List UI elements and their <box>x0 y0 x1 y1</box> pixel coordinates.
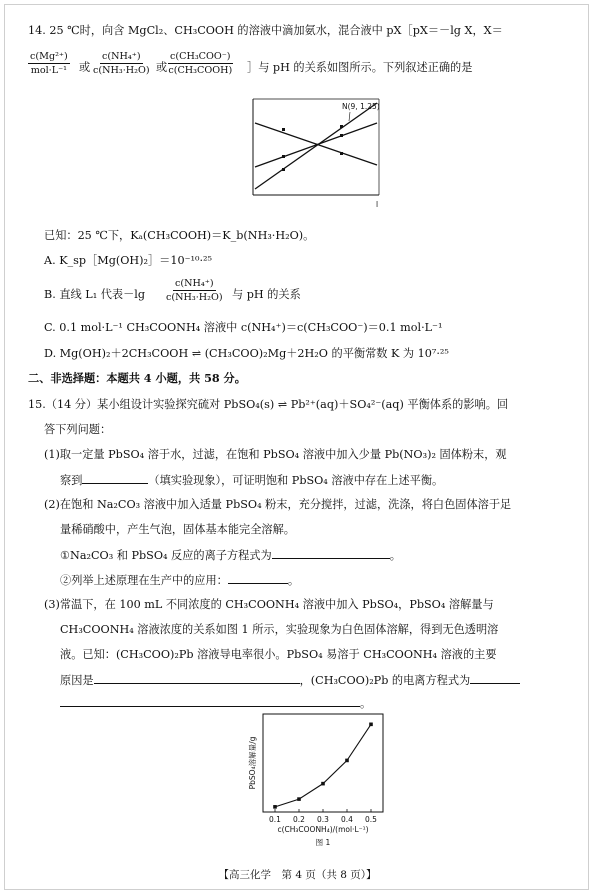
q14-option-c: C. 0.1 mol·L⁻¹ CH₃COONH₄ 溶液中 c(NH₄⁺)＝c(CH₃COO⁻)＝0.1 mol·L⁻¹ <box>44 321 443 334</box>
q14-marker <box>282 168 285 171</box>
chart-data-point <box>297 797 301 801</box>
q15-part2-sub2-blank[interactable] <box>228 574 288 584</box>
q14-option-b-pre: B. 直线 L₁ 代表－lg <box>44 288 146 301</box>
q15-part3-equation-blank[interactable] <box>60 697 360 707</box>
chart-x-tick-label: 0.2 <box>293 815 305 824</box>
q15-part1-pre: 察到 <box>60 474 83 487</box>
q15-part3-line4-pre: 原因是 <box>60 674 94 687</box>
q14-label-pointer <box>349 112 350 121</box>
q14-option-b-post: 与 pH 的关系 <box>232 288 301 301</box>
q14-option-d: D. Mg(OH)₂＋2CH₃COOH ⇌ (CH₃COO)₂Mg＋2H₂O 的平衡常数 K 为 10⁷·²⁵ <box>44 347 449 360</box>
q14-or2: 或 <box>156 61 168 74</box>
q14-or1: 或 <box>79 61 91 74</box>
chart-y-axis-label: PbSO₄溶解量/g <box>248 736 257 790</box>
q14-figure <box>245 97 390 209</box>
q15-part2-sub2-pre: ②列举上述原理在生产中的应用： <box>60 574 228 587</box>
chart-data-point <box>369 723 373 727</box>
q15-part3-line2: CH₃COONH₄ 溶液浓度的关系如图 1 所示，实验现象为白色固体溶解，得到无色透明溶 <box>60 623 499 636</box>
q14-line-steep <box>255 103 377 189</box>
chart-x-tick-label: 0.5 <box>365 815 377 824</box>
q14-fraction-nh4 <box>93 51 150 76</box>
q15-part3-equation-blank-start[interactable] <box>470 674 520 684</box>
q14-frac3-den: c(CH₃COOH) <box>168 65 233 77</box>
q15-part3-line5-post: 。 <box>360 697 372 710</box>
q15-part1-answer-blank[interactable] <box>82 474 148 484</box>
q15-part1-post: （填实验现象），可证明饱和 PbSO₄ 溶液中存在上述平衡。 <box>148 474 444 487</box>
q15-line1: 15.（14 分）某小组设计实验探究硫对 PbSO₄(s) ⇌ Pb²⁺(aq)＋SO₄²⁻(aq) 平衡体系的影响。回 <box>28 398 509 411</box>
q15-part2-sub1-post: 。 <box>389 549 401 562</box>
figure1-chart <box>225 708 400 858</box>
q14-marker <box>340 152 343 155</box>
q14-optb-den: c(NH₃·H₂O) <box>166 292 223 304</box>
page-footer: 【高三化学 第 4 页（共 8 页）】 <box>218 869 377 881</box>
q14-optb-num: c(NH₄⁺) <box>173 278 216 291</box>
q15-part3-line4 <box>60 674 520 686</box>
chart-series-line <box>275 724 371 807</box>
q14-frac2-num: c(NH₄⁺) <box>100 51 143 64</box>
q14-figure-corner: l <box>376 200 379 209</box>
q14-marker <box>282 155 285 158</box>
q15-part3-reason-blank[interactable] <box>94 674 300 684</box>
q14-line2-tail: ］与 pH 的关系如图所示。下列叙述正确的是 <box>247 61 473 74</box>
q15-line2: 答下列问题： <box>44 423 112 436</box>
chart-x-axis-label: c(CH₃COONH₄)/(mol·L⁻¹) <box>277 825 369 834</box>
q15-part2-sub1-blank[interactable] <box>272 549 390 559</box>
q14-frac3-num: c(CH₃COO⁻) <box>168 51 233 64</box>
chart-data-point <box>321 782 325 786</box>
q14-fraction-mg <box>28 51 70 76</box>
chart-x-tick-label: 0.3 <box>317 815 329 824</box>
q14-frac1-num: c(Mg²⁺) <box>28 51 70 64</box>
q14-marker <box>282 128 285 131</box>
q15-part2-sub1-pre: ①Na₂CO₃ 和 PbSO₄ 反应的离子方程式为 <box>60 549 272 562</box>
q15-part2-sub2 <box>60 574 299 586</box>
chart-data-point <box>345 759 349 763</box>
chart-data-point <box>273 805 277 809</box>
q14-line1: 14. 25 ℃时，向含 MgCl₂、CH₃COOH 的溶液中滴加氨水，混合液中 pX［pX＝－lg X，X＝ <box>28 24 503 37</box>
section-2-heading: 二、非选择题：本题共 4 小题，共 58 分。 <box>28 371 246 385</box>
q15-part1-line1: (1)取一定量 PbSO₄ 溶于水，过滤，在饱和 PbSO₄ 溶液中加入少量 Pb(NO₃)₂ 固体粉末，观 <box>44 448 507 461</box>
chart-title: 图 1 <box>315 838 331 847</box>
q14-option-b-fraction <box>166 278 223 303</box>
chart-plot-frame <box>263 714 383 812</box>
q15-part3-line3: 液。已知：(CH₃COO)₂Pb 溶液导电率很小。PbSO₄ 易溶于 CH₃COONH₄ 溶液的主要 <box>60 648 497 661</box>
q14-known: 已知：25 ℃下，Kₐ(CH₃COOH)＝K_b(NH₃·H₂O)。 <box>44 229 315 242</box>
q15-part3-line1: (3)常温下，在 100 mL 不同浓度的 CH₃COONH₄ 溶液中加入 PbSO₄，PbSO₄ 溶解量与 <box>44 598 494 611</box>
q14-option-a: A. K_sp［Mg(OH)₂］＝10⁻¹⁰·²⁵ <box>44 254 213 267</box>
q15-part3-line4-mid: ，(CH₃COO)₂Pb 的电离方程式为 <box>299 674 471 687</box>
q14-frac1-den: mol·L⁻¹ <box>30 65 67 77</box>
chart-x-tick-label: 0.1 <box>269 815 281 824</box>
q15-part2-sub1 <box>60 549 401 561</box>
q14-marker <box>340 134 343 137</box>
q14-marker <box>340 125 343 128</box>
q15-part1-line2 <box>60 474 443 486</box>
q15-part2-line1: (2)在饱和 Na₂CO₃ 溶液中加入适量 PbSO₄ 粉末，充分搅拌，过滤，洗涤，将白色固体溶于足 <box>44 498 512 511</box>
q14-frac2-den: c(NH₃·H₂O) <box>93 65 150 77</box>
q15-part2-line2: 量稀硝酸中，产生气泡，固体基本能完全溶解。 <box>60 523 295 536</box>
chart-x-tick-label: 0.4 <box>341 815 353 824</box>
q15-part2-sub2-post: 。 <box>287 574 300 587</box>
q14-fraction-acetate <box>168 51 233 76</box>
q14-point-n-label: N(9, 1.25) <box>342 102 380 111</box>
